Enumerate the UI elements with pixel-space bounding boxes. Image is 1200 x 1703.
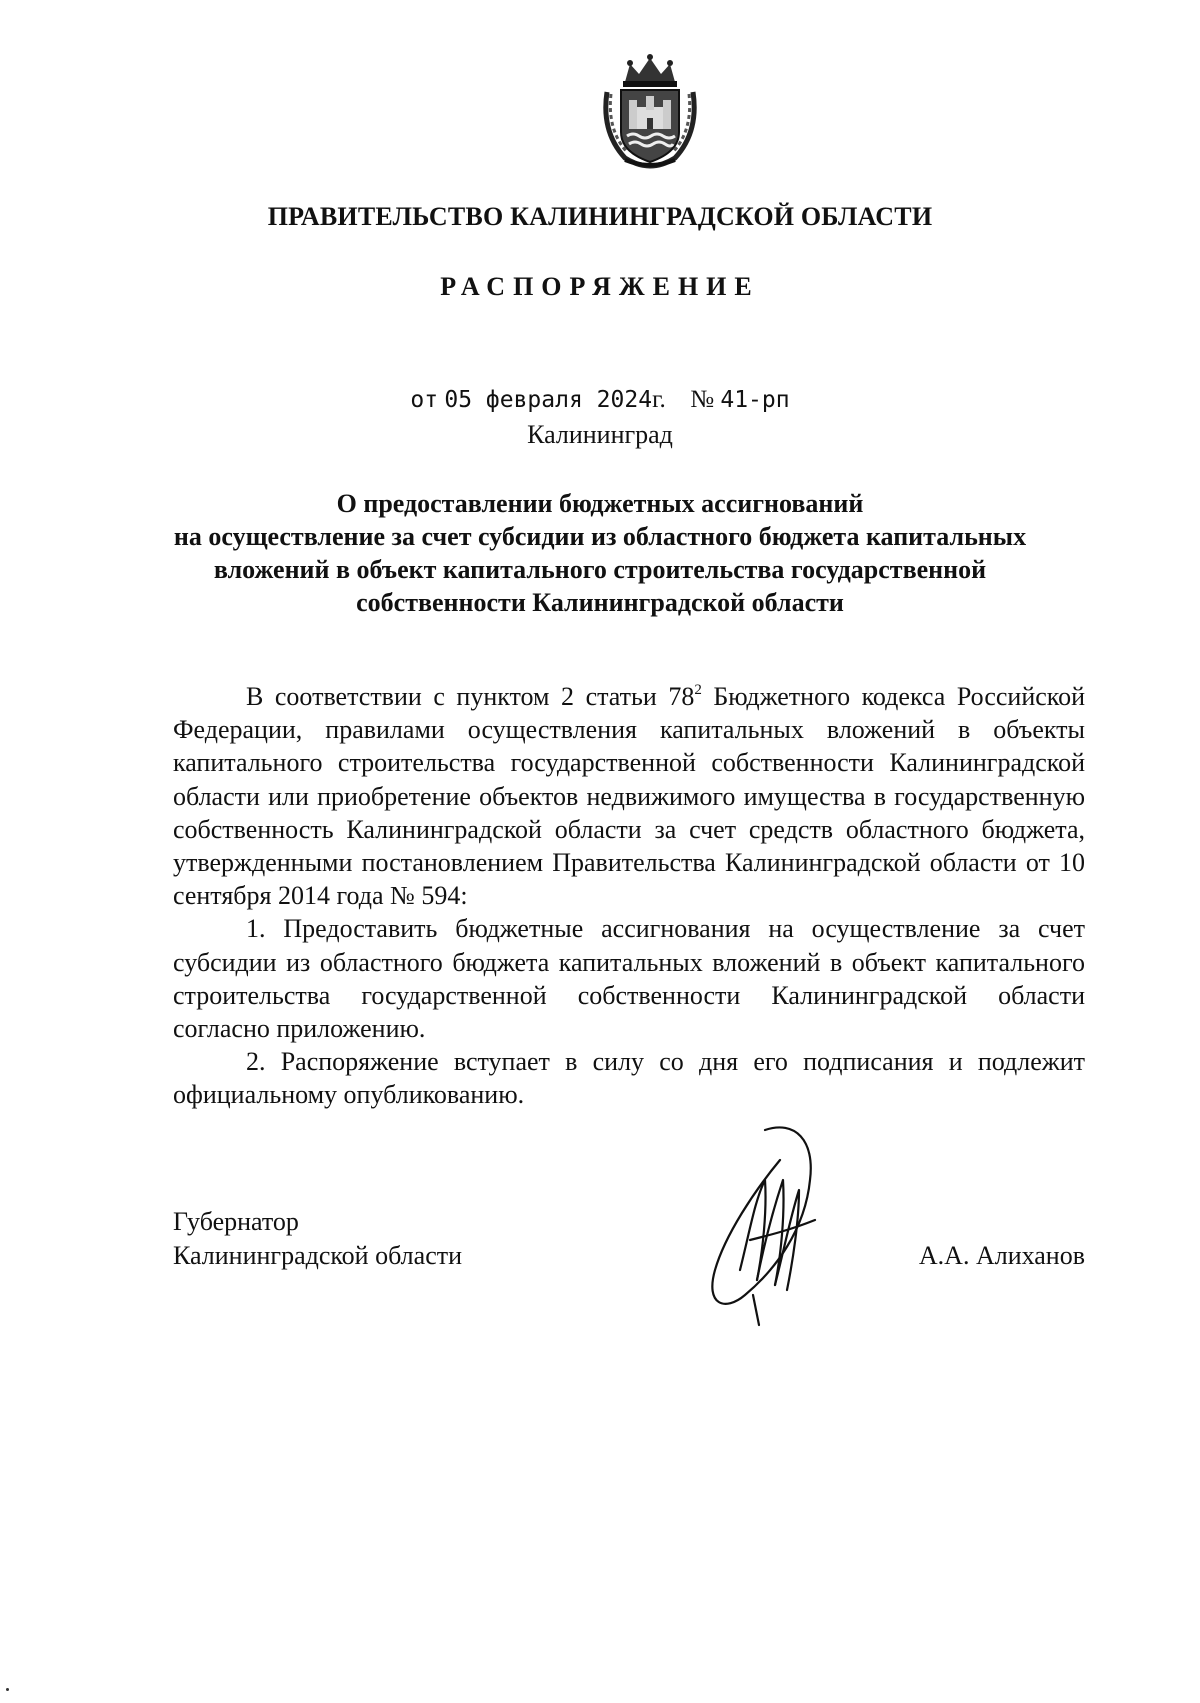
preamble-rest: Бюджетного кодекса Российской Федерации, правилами осуществления капитальных вложений в объекты капитального строительства государственной собственности Калининградской области или приобретение объектов недвижимого имущества в государственную собственность Калининградской области за счет средств областного бюджета, утвержденными постановлением Правительства Калининградской области от 10 сентября 2014 года № 594: bbox=[173, 682, 1086, 911]
date-number-line bbox=[0, 386, 1200, 414]
preamble-paragraph bbox=[173, 680, 1085, 912]
position-line: Губернатор bbox=[173, 1207, 299, 1236]
signatory-name: А.А. Алиханов bbox=[918, 1241, 1085, 1270]
date-suffix: г. bbox=[652, 386, 666, 413]
article-superscript: 2 bbox=[694, 682, 702, 698]
document-number: 41-рп bbox=[720, 387, 790, 413]
title-line: вложений в объект капитального строительства государственной bbox=[213, 555, 987, 584]
document-date: 05 февраля 2024 bbox=[444, 387, 653, 413]
title-line: О предоставлении бюджетных ассигнований bbox=[336, 489, 864, 518]
title-line: собственности Калининградской области bbox=[356, 588, 844, 617]
signatory-position bbox=[173, 1205, 462, 1273]
document-place: Калининград bbox=[527, 420, 673, 449]
item-2-paragraph: 2. Распоряжение вступает в силу со дня его подписания и подлежит официальному опубликованию. bbox=[173, 1047, 1085, 1110]
document-title bbox=[0, 487, 1200, 619]
position-line: Калининградской области bbox=[173, 1241, 463, 1270]
date-prefix: от bbox=[410, 387, 439, 413]
coat-of-arms-emblem bbox=[595, 52, 705, 172]
title-line: на осуществление за счет субсидии из областного бюджета капитальных bbox=[173, 522, 1027, 551]
document-type: РАСПОРЯЖЕНИЕ bbox=[440, 272, 760, 301]
handwritten-signature bbox=[695, 1120, 845, 1330]
organization-name: ПРАВИТЕЛЬСТВО КАЛИНИНГРАДСКОЙ ОБЛАСТИ bbox=[267, 202, 933, 231]
item-1-paragraph: 1. Предоставить бюджетные ассигнования на осуществление за счет субсидии из областного бюджета капитальных вложений в объект капитального строительства государственной собственности Калининградской области согласно приложению. bbox=[173, 914, 1085, 1044]
scan-speck bbox=[6, 1688, 9, 1691]
number-sign: № bbox=[690, 386, 715, 413]
document-body bbox=[173, 680, 1085, 1112]
preamble-start: В соответствии с пунктом 2 статьи 78 bbox=[246, 682, 695, 711]
